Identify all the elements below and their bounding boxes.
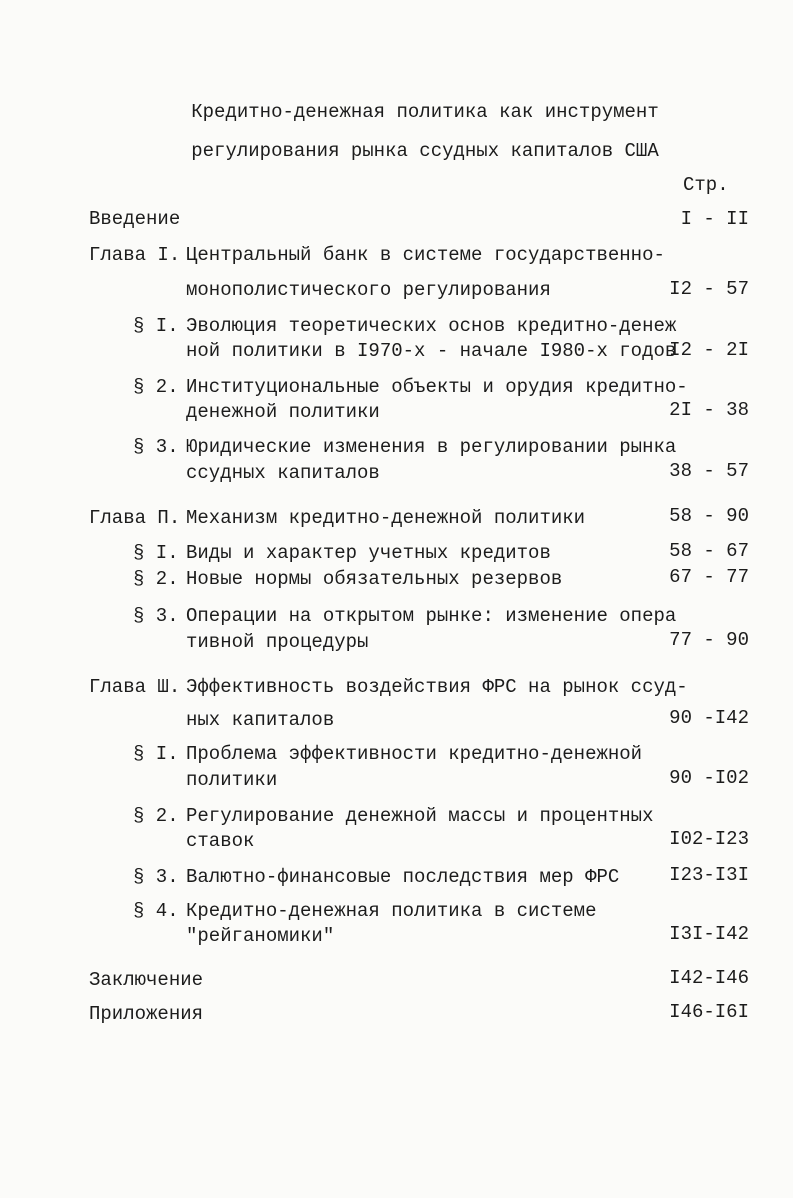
- toc-ch3-section-3-page: I23-I3I: [669, 864, 749, 886]
- toc-ch3-section-4-number: § 4.: [133, 900, 179, 922]
- toc-ch1-section-3-line-2: ссудных капиталов: [186, 462, 380, 484]
- toc-chapter-1-label: Глава I.: [89, 244, 181, 266]
- toc-ch1-section-3-line-1: Юридические изменения в регулировании рынка: [186, 436, 677, 458]
- toc-appendix-label: Приложения: [89, 1003, 204, 1025]
- toc-appendix-page: I46-I6I: [669, 1001, 749, 1023]
- toc-ch2-section-1-page: 58 - 67: [669, 540, 749, 562]
- toc-ch3-section-2-page: I02-I23: [669, 828, 749, 850]
- toc-ch3-section-3-line-1: Валютно-финансовые последствия мер ФРС: [186, 866, 620, 888]
- toc-ch1-section-3-number: § 3.: [133, 436, 179, 458]
- toc-ch1-section-1-line-1: Эволюция теоретических основ кредитно-денеж: [186, 315, 677, 337]
- toc-chapter-2-title: Механизм кредитно-денежной политики: [186, 507, 586, 529]
- toc-chapter-1-page: I2 - 57: [669, 278, 749, 300]
- toc-chapter-1-title-line-2: монополистического регулирования: [186, 279, 551, 301]
- toc-chapter-1-title-line-1: Центральный банк в системе государственно-: [186, 244, 665, 266]
- toc-chapter-3-title-line-2: ных капиталов: [186, 709, 335, 731]
- document-title-line-1: Кредитно-денежная политика как инструмент: [191, 101, 659, 123]
- toc-ch3-section-1-line-1: Проблема эффективности кредитно-денежной: [186, 743, 643, 765]
- document-title-line-2: регулирования рынка ссудных капиталов США: [191, 140, 659, 162]
- toc-chapter-3-label: Глава Ш.: [89, 676, 181, 698]
- toc-ch2-section-1-line-1: Виды и характер учетных кредитов: [186, 542, 551, 564]
- toc-ch2-section-2-page: 67 - 77: [669, 566, 749, 588]
- toc-ch1-section-3-page: 38 - 57: [669, 460, 749, 482]
- toc-conclusion-label: Заключение: [89, 969, 204, 991]
- toc-chapter-3-page: 90 -I42: [669, 707, 749, 729]
- toc-ch3-section-1-number: § I.: [133, 743, 179, 765]
- toc-chapter-2-label: Глава П.: [89, 507, 181, 529]
- toc-chapter-3-title-line-1: Эффективность воздействия ФРС на рынок ссуд-: [186, 676, 688, 698]
- toc-ch3-section-4-line-2: "рейганомики": [186, 925, 335, 947]
- toc-ch3-section-1-line-2: политики: [186, 769, 278, 791]
- toc-intro-label: Введение: [89, 208, 181, 230]
- toc-ch3-section-2-number: § 2.: [133, 805, 179, 827]
- toc-ch2-section-3-line-2: тивной процедуры: [186, 631, 369, 653]
- toc-ch1-section-1-number: § I.: [133, 315, 179, 337]
- toc-ch1-section-1-page: I2 - 2I: [669, 339, 749, 361]
- toc-ch3-section-2-line-1: Регулирование денежной массы и процентных: [186, 805, 654, 827]
- toc-ch3-section-3-number: § 3.: [133, 866, 179, 888]
- toc-ch3-section-1-page: 90 -I02: [669, 767, 749, 789]
- toc-ch3-section-4-line-1: Кредитно-денежная политика в системе: [186, 900, 597, 922]
- toc-conclusion-page: I42-I46: [669, 967, 749, 989]
- toc-ch2-section-1-number: § I.: [133, 542, 179, 564]
- toc-ch1-section-2-number: § 2.: [133, 376, 179, 398]
- toc-chapter-2-page: 58 - 90: [669, 505, 749, 527]
- toc-intro-page: I - II: [680, 208, 749, 230]
- toc-ch1-section-1-line-2: ной политики в I970-х - начале I980-х годов: [186, 340, 677, 362]
- toc-ch1-section-2-line-2: денежной политики: [186, 401, 380, 423]
- toc-ch2-section-2-line-1: Новые нормы обязательных резервов: [186, 568, 563, 590]
- toc-ch2-section-2-number: § 2.: [133, 568, 179, 590]
- toc-ch1-section-2-page: 2I - 38: [669, 399, 749, 421]
- toc-ch2-section-3-page: 77 - 90: [669, 629, 749, 651]
- toc-ch3-section-4-page: I3I-I42: [669, 923, 749, 945]
- toc-ch1-section-2-line-1: Институциональные объекты и орудия кредитно-: [186, 376, 688, 398]
- toc-ch2-section-3-number: § 3.: [133, 605, 179, 627]
- toc-ch2-section-3-line-1: Операции на открытом рынке: изменение опера: [186, 605, 677, 627]
- page-column-header: Стр.: [683, 174, 729, 196]
- toc-ch3-section-2-line-2: ставок: [186, 830, 255, 852]
